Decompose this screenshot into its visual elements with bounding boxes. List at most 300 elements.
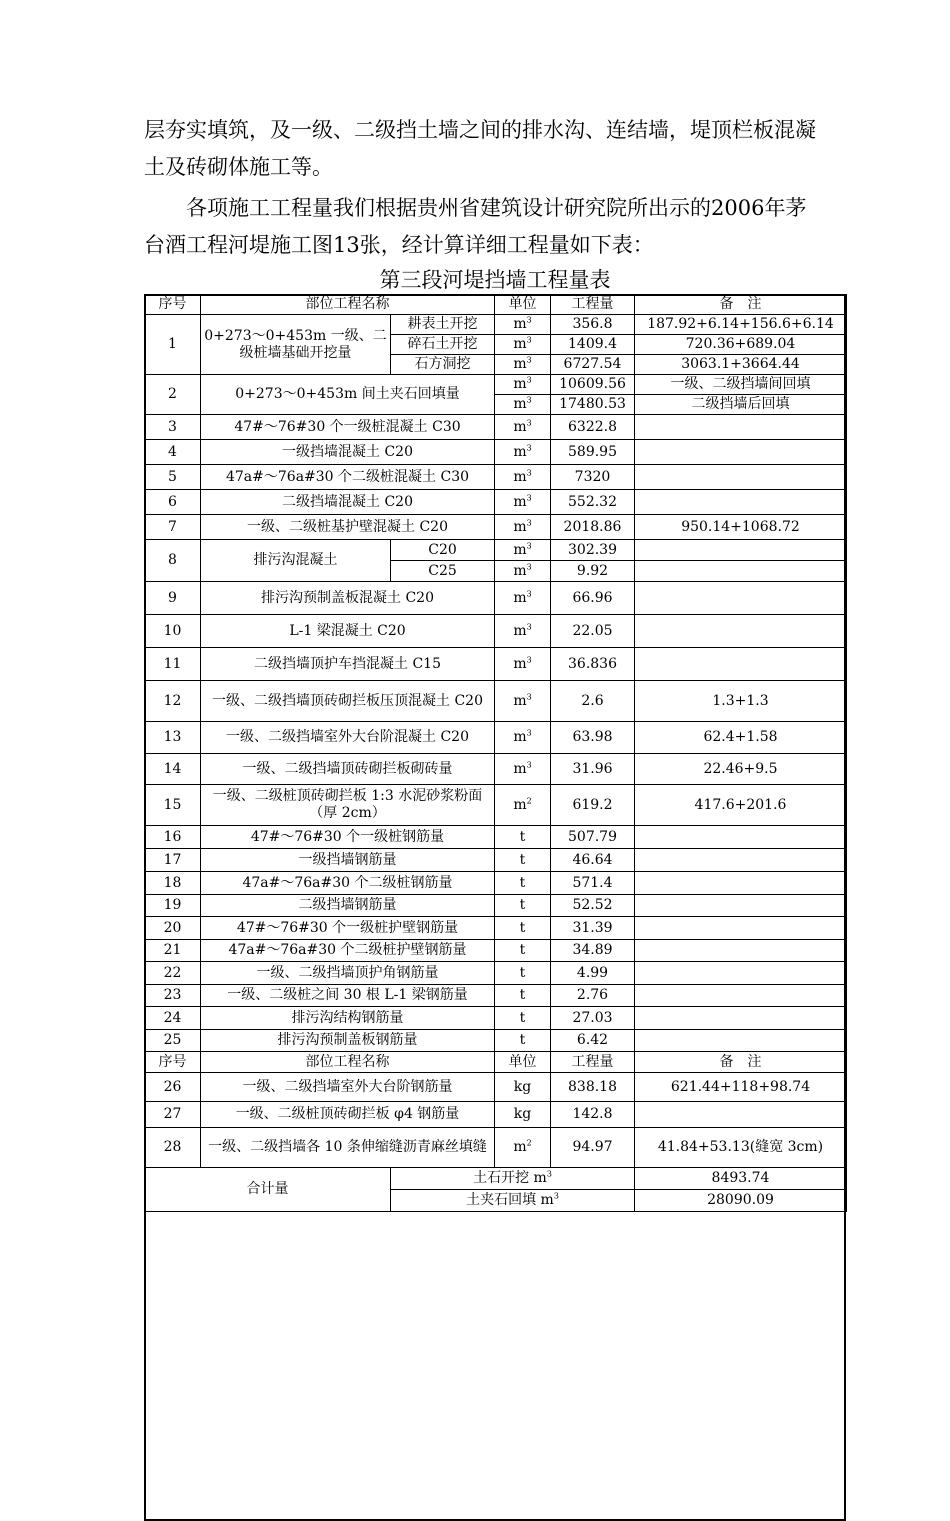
row-unit-text: m xyxy=(513,655,527,672)
row-qty xyxy=(551,1007,635,1030)
row-no-text: 24 xyxy=(163,1009,182,1026)
row-name xyxy=(201,849,495,872)
row-unit xyxy=(495,826,551,849)
unit-superscript: 3 xyxy=(526,315,532,325)
row-qty xyxy=(551,375,635,395)
row-qty-text: 838.18 xyxy=(568,1078,617,1095)
row-unit xyxy=(495,940,551,962)
row-qty xyxy=(551,722,635,754)
row-note xyxy=(635,375,847,395)
row-unit xyxy=(495,917,551,940)
row-subitem xyxy=(391,540,495,561)
row-name-text: 一级、二级桩之间 30 根 L-1 梁钢筋量 xyxy=(227,987,468,1003)
table-row xyxy=(145,1128,847,1168)
row-note-text: 417.6+201.6 xyxy=(694,796,787,813)
row-unit-text: kg xyxy=(513,1078,532,1095)
row-unit xyxy=(495,355,551,375)
row-unit xyxy=(495,754,551,785)
row-unit-text: m xyxy=(513,468,527,485)
row-no xyxy=(145,1128,201,1168)
row-no xyxy=(145,540,201,582)
unit-superscript: 3 xyxy=(546,1169,552,1179)
table-row xyxy=(145,515,847,540)
row-note xyxy=(635,1073,847,1102)
header-unit-text: 单位 xyxy=(508,1053,537,1070)
row-name-text: 47#～76#30 个一级桩钢筋量 xyxy=(250,828,445,845)
row-unit xyxy=(495,415,551,440)
row-unit-text: m xyxy=(513,418,527,435)
header-no xyxy=(145,295,201,315)
row-qty-text: 302.39 xyxy=(568,541,617,558)
row-name-text: 排污沟预制盖板混凝土 C20 xyxy=(261,589,434,606)
row-no-text: 15 xyxy=(163,796,182,813)
row-name-text: 47#～76#30 个一级桩混凝土 C30 xyxy=(234,418,461,435)
total-label xyxy=(145,1168,391,1212)
table-row xyxy=(145,540,847,561)
row-unit-text: t xyxy=(519,942,526,958)
row-name-text: 二级挡墙混凝土 C20 xyxy=(282,493,413,510)
row-no-text: 6 xyxy=(168,493,177,510)
table-row xyxy=(145,754,847,785)
row-subitem xyxy=(391,355,495,375)
row-unit xyxy=(495,465,551,490)
header-qty xyxy=(551,1052,635,1073)
row-subitem-text: C25 xyxy=(428,562,457,579)
row-qty xyxy=(551,895,635,917)
row-name xyxy=(201,681,495,722)
row-qty xyxy=(551,465,635,490)
total-item-value-text: 8493.74 xyxy=(711,1170,770,1186)
unit-superscript: 3 xyxy=(526,588,532,598)
row-qty xyxy=(551,1128,635,1168)
paragraph-quantities-intro: 各项施工工程量我们根据贵州省建筑设计研究院所出示的2006年茅台酒工程河堤施工图13张，经计算详细工程量如下表： xyxy=(144,196,807,257)
row-note-text: 720.36+689.04 xyxy=(685,336,796,352)
row-qty xyxy=(551,985,635,1007)
row-no xyxy=(145,440,201,465)
header-qty-text: 工程量 xyxy=(571,296,614,312)
row-subitem xyxy=(391,335,495,355)
row-name xyxy=(201,1128,495,1168)
unit-superscript: 3 xyxy=(526,417,532,427)
row-unit xyxy=(495,648,551,681)
row-note xyxy=(635,754,847,785)
table-row xyxy=(145,615,847,648)
row-subitem xyxy=(391,315,495,335)
row-note xyxy=(635,465,847,490)
row-name-text: 一级、二级挡墙顶砖砌拦板砌砖量 xyxy=(242,760,453,777)
row-no xyxy=(145,785,201,826)
row-note xyxy=(635,395,847,415)
row-note xyxy=(635,515,847,540)
row-no-text: 21 xyxy=(163,942,182,958)
row-note xyxy=(635,415,847,440)
row-unit-text: t xyxy=(519,1032,526,1048)
row-note xyxy=(635,872,847,895)
row-unit-text: m xyxy=(513,692,527,709)
row-unit xyxy=(495,849,551,872)
row-qty-text: 94.97 xyxy=(572,1139,613,1155)
row-name xyxy=(201,582,495,615)
row-qty xyxy=(551,872,635,895)
row-no-text: 27 xyxy=(163,1106,182,1122)
row-unit-text: m xyxy=(513,796,527,813)
total-label-text: 合计量 xyxy=(246,1181,289,1197)
row-unit-text: m xyxy=(513,589,527,606)
unit-superscript: 3 xyxy=(526,540,532,550)
row-name xyxy=(201,375,495,415)
unit-superscript: 3 xyxy=(526,335,532,345)
row-qty-text: 66.96 xyxy=(572,589,613,606)
row-qty xyxy=(551,962,635,985)
unit-superscript: 3 xyxy=(526,375,532,385)
row-no xyxy=(145,754,201,785)
row-qty-text: 6.42 xyxy=(576,1032,609,1048)
row-unit-text: m xyxy=(513,518,527,535)
row-qty-text: 63.98 xyxy=(572,729,613,745)
row-unit-text: m xyxy=(513,443,527,460)
unit-superscript: 3 xyxy=(526,467,532,477)
table-row xyxy=(145,785,847,826)
row-unit xyxy=(495,335,551,355)
row-note xyxy=(635,540,847,561)
row-name-text: 排污沟预制盖板钢筋量 xyxy=(277,1032,418,1048)
row-unit xyxy=(495,375,551,395)
row-qty xyxy=(551,754,635,785)
row-no xyxy=(145,515,201,540)
row-qty xyxy=(551,415,635,440)
row-no xyxy=(145,582,201,615)
row-name-text: 一级、二级桩顶砖砌拦板 φ4 钢筋量 xyxy=(235,1106,460,1122)
row-note-text: 一级、二级挡墙间回填 xyxy=(670,376,811,392)
row-qty xyxy=(551,540,635,561)
row-no-text: 28 xyxy=(163,1139,182,1155)
row-name xyxy=(201,895,495,917)
row-note xyxy=(635,582,847,615)
header-note xyxy=(635,295,847,315)
row-qty-text: 356.8 xyxy=(572,316,613,332)
row-qty-text: 9.92 xyxy=(576,562,609,579)
table-row xyxy=(145,440,847,465)
table-row xyxy=(145,1102,847,1128)
row-unit-text: t xyxy=(519,851,526,868)
row-name-text: 47a#～76a#30 个二级桩混凝土 C30 xyxy=(225,468,470,485)
table-row xyxy=(145,895,847,917)
row-name xyxy=(201,1102,495,1128)
row-note-text: 621.44+118+98.74 xyxy=(670,1078,811,1095)
unit-superscript: 3 xyxy=(526,654,532,664)
row-name xyxy=(201,872,495,895)
table-row xyxy=(145,1007,847,1030)
row-no xyxy=(145,490,201,515)
row-name xyxy=(201,785,495,826)
unit-superscript: 3 xyxy=(526,395,532,405)
row-no-text: 26 xyxy=(163,1078,182,1095)
row-note xyxy=(635,895,847,917)
total-item-name xyxy=(391,1168,635,1190)
row-qty-text: 7320 xyxy=(574,468,611,485)
row-qty xyxy=(551,490,635,515)
unit-superscript: 3 xyxy=(526,355,532,365)
row-unit-text: m xyxy=(513,316,527,332)
header-no-text: 序号 xyxy=(158,296,187,312)
row-subitem-text: 石方洞挖 xyxy=(414,356,471,372)
row-note xyxy=(635,335,847,355)
row-name xyxy=(201,962,495,985)
row-no xyxy=(145,1102,201,1128)
row-no-text: 14 xyxy=(163,760,182,777)
row-name xyxy=(201,940,495,962)
row-unit-text: m xyxy=(513,541,527,558)
row-note xyxy=(635,940,847,962)
row-note xyxy=(635,849,847,872)
row-qty-text: 17480.53 xyxy=(559,396,626,412)
row-note-text: 41.84+53.13(缝宽 3cm) xyxy=(657,1139,824,1155)
row-no-text: 20 xyxy=(163,919,182,936)
row-note xyxy=(635,615,847,648)
row-no xyxy=(145,1073,201,1102)
row-qty-text: 552.32 xyxy=(568,493,617,510)
row-unit xyxy=(495,785,551,826)
total-item-name xyxy=(391,1190,635,1212)
row-unit xyxy=(495,1128,551,1168)
row-qty xyxy=(551,1073,635,1102)
header-unit xyxy=(495,1052,551,1073)
row-unit xyxy=(495,985,551,1007)
row-qty-text: 571.4 xyxy=(572,874,613,891)
row-qty xyxy=(551,1102,635,1128)
row-no xyxy=(145,985,201,1007)
row-name xyxy=(201,515,495,540)
row-no xyxy=(145,917,201,940)
row-subitem-text: 碎石土开挖 xyxy=(407,336,478,352)
row-no-text: 2 xyxy=(168,386,177,402)
row-qty-text: 6322.8 xyxy=(568,418,617,435)
row-unit-text: m xyxy=(513,493,527,510)
row-qty-text: 27.03 xyxy=(572,1009,613,1026)
row-name xyxy=(201,648,495,681)
row-unit-text: m xyxy=(513,622,527,639)
row-name-text: 0+273～0+453m 间土夹石回填量 xyxy=(235,386,460,402)
quantity-table xyxy=(144,294,847,1212)
row-qty xyxy=(551,785,635,826)
row-note xyxy=(635,681,847,722)
row-name-text: 排污沟结构钢筋量 xyxy=(291,1009,404,1026)
row-qty-text: 4.99 xyxy=(576,964,609,981)
row-note xyxy=(635,785,847,826)
row-no xyxy=(145,1007,201,1030)
row-name-text: 二级挡墙顶护车挡混凝土 C15 xyxy=(254,655,441,672)
row-unit-text: t xyxy=(519,919,526,936)
header-unit-text: 单位 xyxy=(508,296,537,312)
row-unit xyxy=(495,1102,551,1128)
row-name xyxy=(201,490,495,515)
unit-superscript: 3 xyxy=(526,492,532,502)
row-unit-text: m xyxy=(513,356,527,372)
header-name-text: 部位工程名称 xyxy=(305,1053,390,1070)
row-no-text: 16 xyxy=(163,828,182,845)
row-no-text: 4 xyxy=(168,443,177,460)
row-qty xyxy=(551,515,635,540)
row-note-text: 3063.1+3664.44 xyxy=(681,356,800,372)
row-qty-text: 2.6 xyxy=(581,692,604,709)
row-qty xyxy=(551,582,635,615)
row-unit-text: m xyxy=(513,1139,527,1155)
row-unit-text: m xyxy=(513,760,527,777)
row-name xyxy=(201,415,495,440)
total-item-value xyxy=(635,1190,847,1212)
header-note-text: 备 注 xyxy=(719,1053,762,1070)
row-note xyxy=(635,826,847,849)
row-unit xyxy=(495,1030,551,1052)
row-name xyxy=(201,1030,495,1052)
row-no-text: 12 xyxy=(163,692,182,709)
row-unit-text: t xyxy=(519,1009,526,1026)
unit-superscript: 3 xyxy=(526,442,532,452)
row-qty xyxy=(551,615,635,648)
row-unit xyxy=(495,681,551,722)
row-qty-text: 6727.54 xyxy=(563,356,622,372)
row-name-text: L-1 梁混凝土 C20 xyxy=(289,622,406,639)
row-unit-text: t xyxy=(519,874,526,891)
row-note-text: 1.3+1.3 xyxy=(712,692,769,709)
row-unit xyxy=(495,722,551,754)
row-name-text: 二级挡墙钢筋量 xyxy=(298,897,397,913)
table-row xyxy=(145,722,847,754)
row-unit-text: m xyxy=(513,562,527,579)
row-qty xyxy=(551,648,635,681)
row-qty xyxy=(551,849,635,872)
table-row xyxy=(145,315,847,335)
unit-superscript: 3 xyxy=(553,1191,559,1201)
row-name-text: 47#～76#30 个一级桩护壁钢筋量 xyxy=(236,919,459,936)
row-no-text: 19 xyxy=(163,897,182,913)
row-note xyxy=(635,1128,847,1168)
row-qty-text: 589.95 xyxy=(568,443,617,460)
row-qty xyxy=(551,335,635,355)
table-row xyxy=(145,648,847,681)
table-row xyxy=(145,917,847,940)
row-no-text: 3 xyxy=(168,418,177,435)
row-note xyxy=(635,917,847,940)
row-no xyxy=(145,940,201,962)
header-unit xyxy=(495,295,551,315)
row-unit xyxy=(495,440,551,465)
row-unit-text: t xyxy=(519,987,526,1003)
table-row xyxy=(145,962,847,985)
header-note-text: 备 注 xyxy=(719,296,762,312)
row-qty-text: 36.836 xyxy=(568,655,617,672)
row-name xyxy=(201,315,391,375)
row-qty xyxy=(551,561,635,582)
row-no-text: 22 xyxy=(163,964,182,981)
row-note-text: 22.46+9.5 xyxy=(703,760,778,777)
row-name-text: 一级、二级挡墙顶砖砌拦板压顶混凝土 C20 xyxy=(212,692,483,709)
row-no xyxy=(145,722,201,754)
table-row xyxy=(145,582,847,615)
row-unit-text: kg xyxy=(513,1106,532,1122)
unit-superscript: 2 xyxy=(526,1138,532,1148)
row-qty-text: 10609.56 xyxy=(559,376,626,392)
row-name-text: 一级、二级挡墙各 10 条伸缩缝沥青麻丝填缝 xyxy=(208,1139,487,1155)
row-unit-text: m xyxy=(513,376,527,392)
total-item-name-text: 土夹石回填 m xyxy=(466,1192,554,1208)
row-no-text: 7 xyxy=(168,518,177,535)
row-no xyxy=(145,849,201,872)
row-unit xyxy=(495,1007,551,1030)
row-unit xyxy=(495,515,551,540)
header-qty xyxy=(551,295,635,315)
row-qty-text: 46.64 xyxy=(572,851,613,868)
header-row xyxy=(145,295,847,315)
row-qty xyxy=(551,355,635,375)
row-note xyxy=(635,1030,847,1052)
row-qty-text: 31.39 xyxy=(572,919,613,936)
row-name-text: 47a#～76a#30 个二级桩护壁钢筋量 xyxy=(228,942,467,958)
row-no-text: 1 xyxy=(168,336,177,352)
row-unit xyxy=(495,490,551,515)
row-name-text: 排污沟混凝土 xyxy=(253,552,338,568)
unit-superscript: 3 xyxy=(526,759,532,769)
row-note xyxy=(635,962,847,985)
row-qty-text: 2018.86 xyxy=(563,518,622,535)
header-no xyxy=(145,1052,201,1073)
row-subitem xyxy=(391,561,495,582)
row-name-text: 一级、二级挡墙室外大台阶钢筋量 xyxy=(242,1078,453,1095)
row-unit xyxy=(495,872,551,895)
row-note xyxy=(635,561,847,582)
row-no xyxy=(145,648,201,681)
row-note xyxy=(635,355,847,375)
row-no-text: 23 xyxy=(163,987,182,1003)
row-note-text: 62.4+1.58 xyxy=(703,729,778,745)
unit-superscript: 3 xyxy=(526,621,532,631)
row-name xyxy=(201,1007,495,1030)
row-no-text: 18 xyxy=(163,874,182,891)
row-unit xyxy=(495,315,551,335)
row-no xyxy=(145,872,201,895)
total-row xyxy=(145,1168,847,1190)
row-unit xyxy=(495,615,551,648)
row-name xyxy=(201,540,391,582)
row-note xyxy=(635,1007,847,1030)
row-qty-text: 52.52 xyxy=(572,897,613,913)
row-no xyxy=(145,1030,201,1052)
header-row xyxy=(145,1052,847,1073)
row-unit-text: t xyxy=(519,964,526,981)
row-no xyxy=(145,465,201,490)
row-no xyxy=(145,826,201,849)
row-unit-text: m xyxy=(513,336,527,352)
header-no-text: 序号 xyxy=(158,1053,187,1070)
row-note xyxy=(635,648,847,681)
row-no-text: 10 xyxy=(163,622,182,639)
row-note xyxy=(635,1102,847,1128)
row-no xyxy=(145,681,201,722)
row-name xyxy=(201,615,495,648)
row-subitem-text: C20 xyxy=(428,541,457,558)
row-no xyxy=(145,315,201,375)
header-name xyxy=(201,1052,495,1073)
row-note xyxy=(635,722,847,754)
row-unit xyxy=(495,895,551,917)
row-qty-text: 31.96 xyxy=(572,760,613,777)
row-name xyxy=(201,826,495,849)
row-note-text: 二级挡墙后回填 xyxy=(691,396,790,412)
table-title: 第三段河堤挡墙工程量表 xyxy=(379,268,611,292)
row-note xyxy=(635,315,847,335)
table-row xyxy=(145,490,847,515)
row-qty xyxy=(551,681,635,722)
